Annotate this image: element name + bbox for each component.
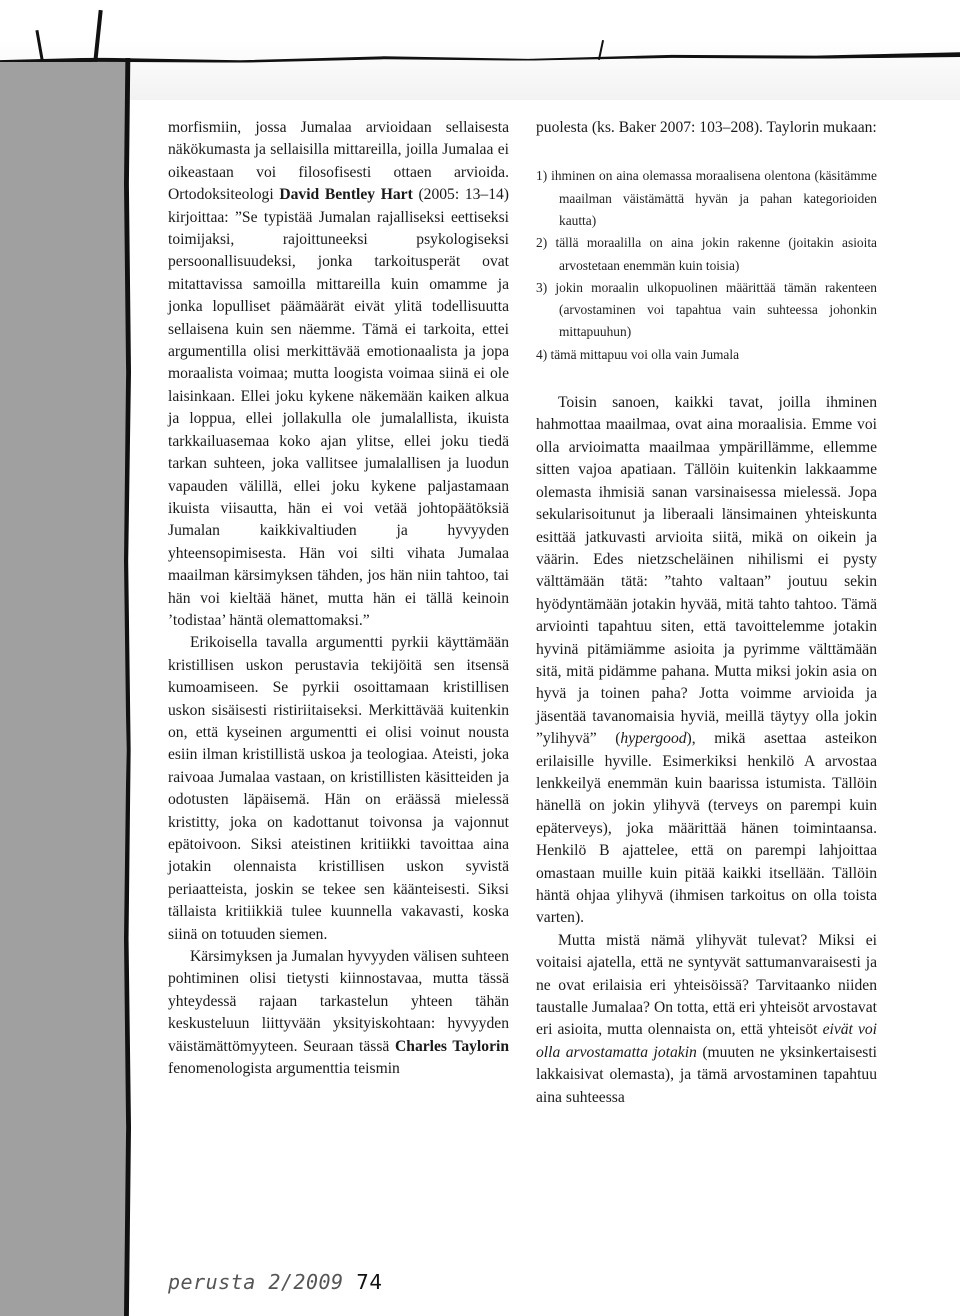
right-paragraph-1: puolesta (ks. Baker 2007: 103–208). Taylorin mukaan: <box>536 119 877 136</box>
left-gray-bar <box>0 62 126 1316</box>
list-item: 3) jokin moraalin ulkopuolinen määrittää tämän rakenteen (arvostaminen voi tapahtua vain suhteessa johonkin mittapuuhun) <box>536 279 877 340</box>
magazine-name: perusta 2/2009 <box>168 1270 344 1294</box>
right-paragraph-3: Mutta mistä nämä ylihyvät tulevat? Miksi ei voitaisi ajatella, että ne syntyvät sattumanvaraisesti ja ne ovat erilaisia eri yhteisöissä? Tarvitaanko niiden taustalle Jumalaa? On totta, että eri yhteisöt arvostavat eri asioita, mutta olennaista on, että yhteisöt eivät voi olla arvostamatta jotakin (muuten ne yksinkertaisesti lakkaisivat olemasta), ja tämä arvostaminen tapahtuu aina suhteessa <box>536 931 877 1106</box>
page-number: 74 <box>356 1270 383 1294</box>
left-column <box>168 117 509 1080</box>
right-column <box>536 117 877 1109</box>
list-item: 1) ihminen on aina olemassa moraalisena olentona (käsitämme maailman väistämättä hyvän ja pahan kategorioiden kautta) <box>536 168 877 228</box>
list-item: 2) tällä moraalilla on aina jokin rakenne (joitakin asioita arvostetaan enemmän kuin toisia) <box>536 235 877 273</box>
left-paragraph-2: Erikoisella tavalla argumentti pyrkii käyttämään kristillisen uskon perustavia tekijöitä sen itsensä kumoamiseen. Se pyrkii osoittamaan kristillisen uskon sisäisesti ristiriitaiseksi. Merkittävää kuitenkin on, että kyseinen argumentti ei olisi voinut nousta esiin ilman kristillistä uskoa ja teologiaa. Ateisti, joka raivoaa Jumalaa vastaan, on kristillisten käsitteiden ja odotusten läpäisemä. Hän on eräässä mielessä kristitty, joka on kadottanut toivonsa ja vajonnut epätoivoon. Siksi ateistinen kritiikki tavoittaa aina jotakin olennaista kristillisen uskon syvistä periaatteista, joskin se tekee sen käänteisesti. Siksi tällaista kritiikkiä tulee kuunnella vakavasti, koska siinä on totuuden siemen. <box>168 634 509 943</box>
left-paragraph-1: morfismiin, jossa Jumalaa arvioidaan sellaisesta näkökumasta ja sellaisilla mittareilla, joilla Jumalaa ei oikeastaan voi filosofisesti ottaen arvioida. Ortodoksiteologi David Bentley Hart (2005: 13–14) kirjoittaa: ”Se typistää Jumalan rajalliseksi eettiseksi toimijaksi, rajoittuneeksi psykologiseksi persoonallisuudeksi, jonka tarkoitusperät ovat mitattavissa samoilla mittareilla kuin omamme ja jonka lopulliset päämäärät eivät ylitä todellisuutta sellaisena kuin sen näemme. Tämä ei tarkoita, ettei argumentilla olisi merkittävää emotionaalista ja jopa moraalista voimaa; mutta loogista voimaa siinä ei ole laisinkaan. Ellei joku kykene näkemään kaiken alkua ja loppua, ellei jollakulla ole jumalallista, ikuista tarkkailuasemaa koko ajan ylitse, ellei joku tiedä tarkan suhteen, joka vallitsee jumalallisen ja luodun vapauden välillä, ellei joku kykene paljastamaan ikuista viisautta, hän ei voi vetää johtopäätöksiä Jumalan kaikkivaltiuden ja hyvyyden yhteensopimisesta. Hän voi silti vihata Jumalaa maailman kärsimyksen tähden, jos hän niin tahtoo, tai hän voi kieltää hänet, mutta hän ei tällä keinoin ’todistaa’ häntä olemattomaksi.” <box>168 119 509 629</box>
page-footer <box>168 1270 383 1294</box>
left-paragraph-3: Kärsimyksen ja Jumalan hyvyyden välisen suhteen pohtiminen olisi tietysti kiinnostavaa, mutta tässä yhteydessä rajaan tarkastelun yhteen tähän keskusteluun liittyvään yksityiskohtaan: hyvyyden väistämättömyyteen. Seuraan tässä Charles Taylorin fenomenologista argumenttia teismin <box>168 948 509 1078</box>
list-item: 4) tämä mittapuu voi olla vain Jumala <box>536 346 740 362</box>
author-name: Charles Taylorin <box>395 1037 509 1055</box>
taylor-list <box>536 165 877 366</box>
top-band <box>0 0 960 100</box>
right-paragraph-2: Toisin sanoen, kaikki tavat, joilla ihminen hahmottaa maailmaa, ovat aina moraalisia. Emme voi olla arvioimatta maailmaa ympärillämme, ellemme sitten vajoa apatiaan. Tällöin kuitenkin lakkaamme olemasta ihmisiä sanan varsinaisessa mielessä. Jopa sekularisoitunut ja liberaali länsimainen yhteiskunta esittää jatkuvasti arvioita siitä, mikä on oikein ja väärin. Edes nietzscheläinen nihilismi ei pysty välttämään tätä: ”tahto valtaan” joutuu sekin hyödyntämään jotakin hyvää, mitä tahto tahtoo. Tämä arviointi tapahtuu siten, että tavoittelemme jotakin hyvinä pitämiämme asioita ja pyrimme välttämään sitä, mitä pidämme pahana. Mutta miksi jokin asia on hyvä ja toinen paha? Jotta voimme arvioida ja jäsentää tavanomaisia hyviä, meillä täytyy olla jokin ”ylihyvä” (hypergood), mikä asettaa asteikon erilaisille hyville. Esimerkiksi henkilö A arvostaa lenkkeilyä enemmän kuin baarissa istumista. Tällöin hänellä on jokin ylihyvä (terveys on parempi kuin epäterveys), joka määrittää hänen toimintaansa. Henkilö B ajattelee, että on parempi lahjoittaa omastaan muille kuin pitää kaikki itsellään. Tällöin häntä ohjaa ylihyvä (ihmisen tarkoitus on olla toista varten). <box>536 394 877 927</box>
author-name: David Bentley Hart <box>279 186 413 204</box>
